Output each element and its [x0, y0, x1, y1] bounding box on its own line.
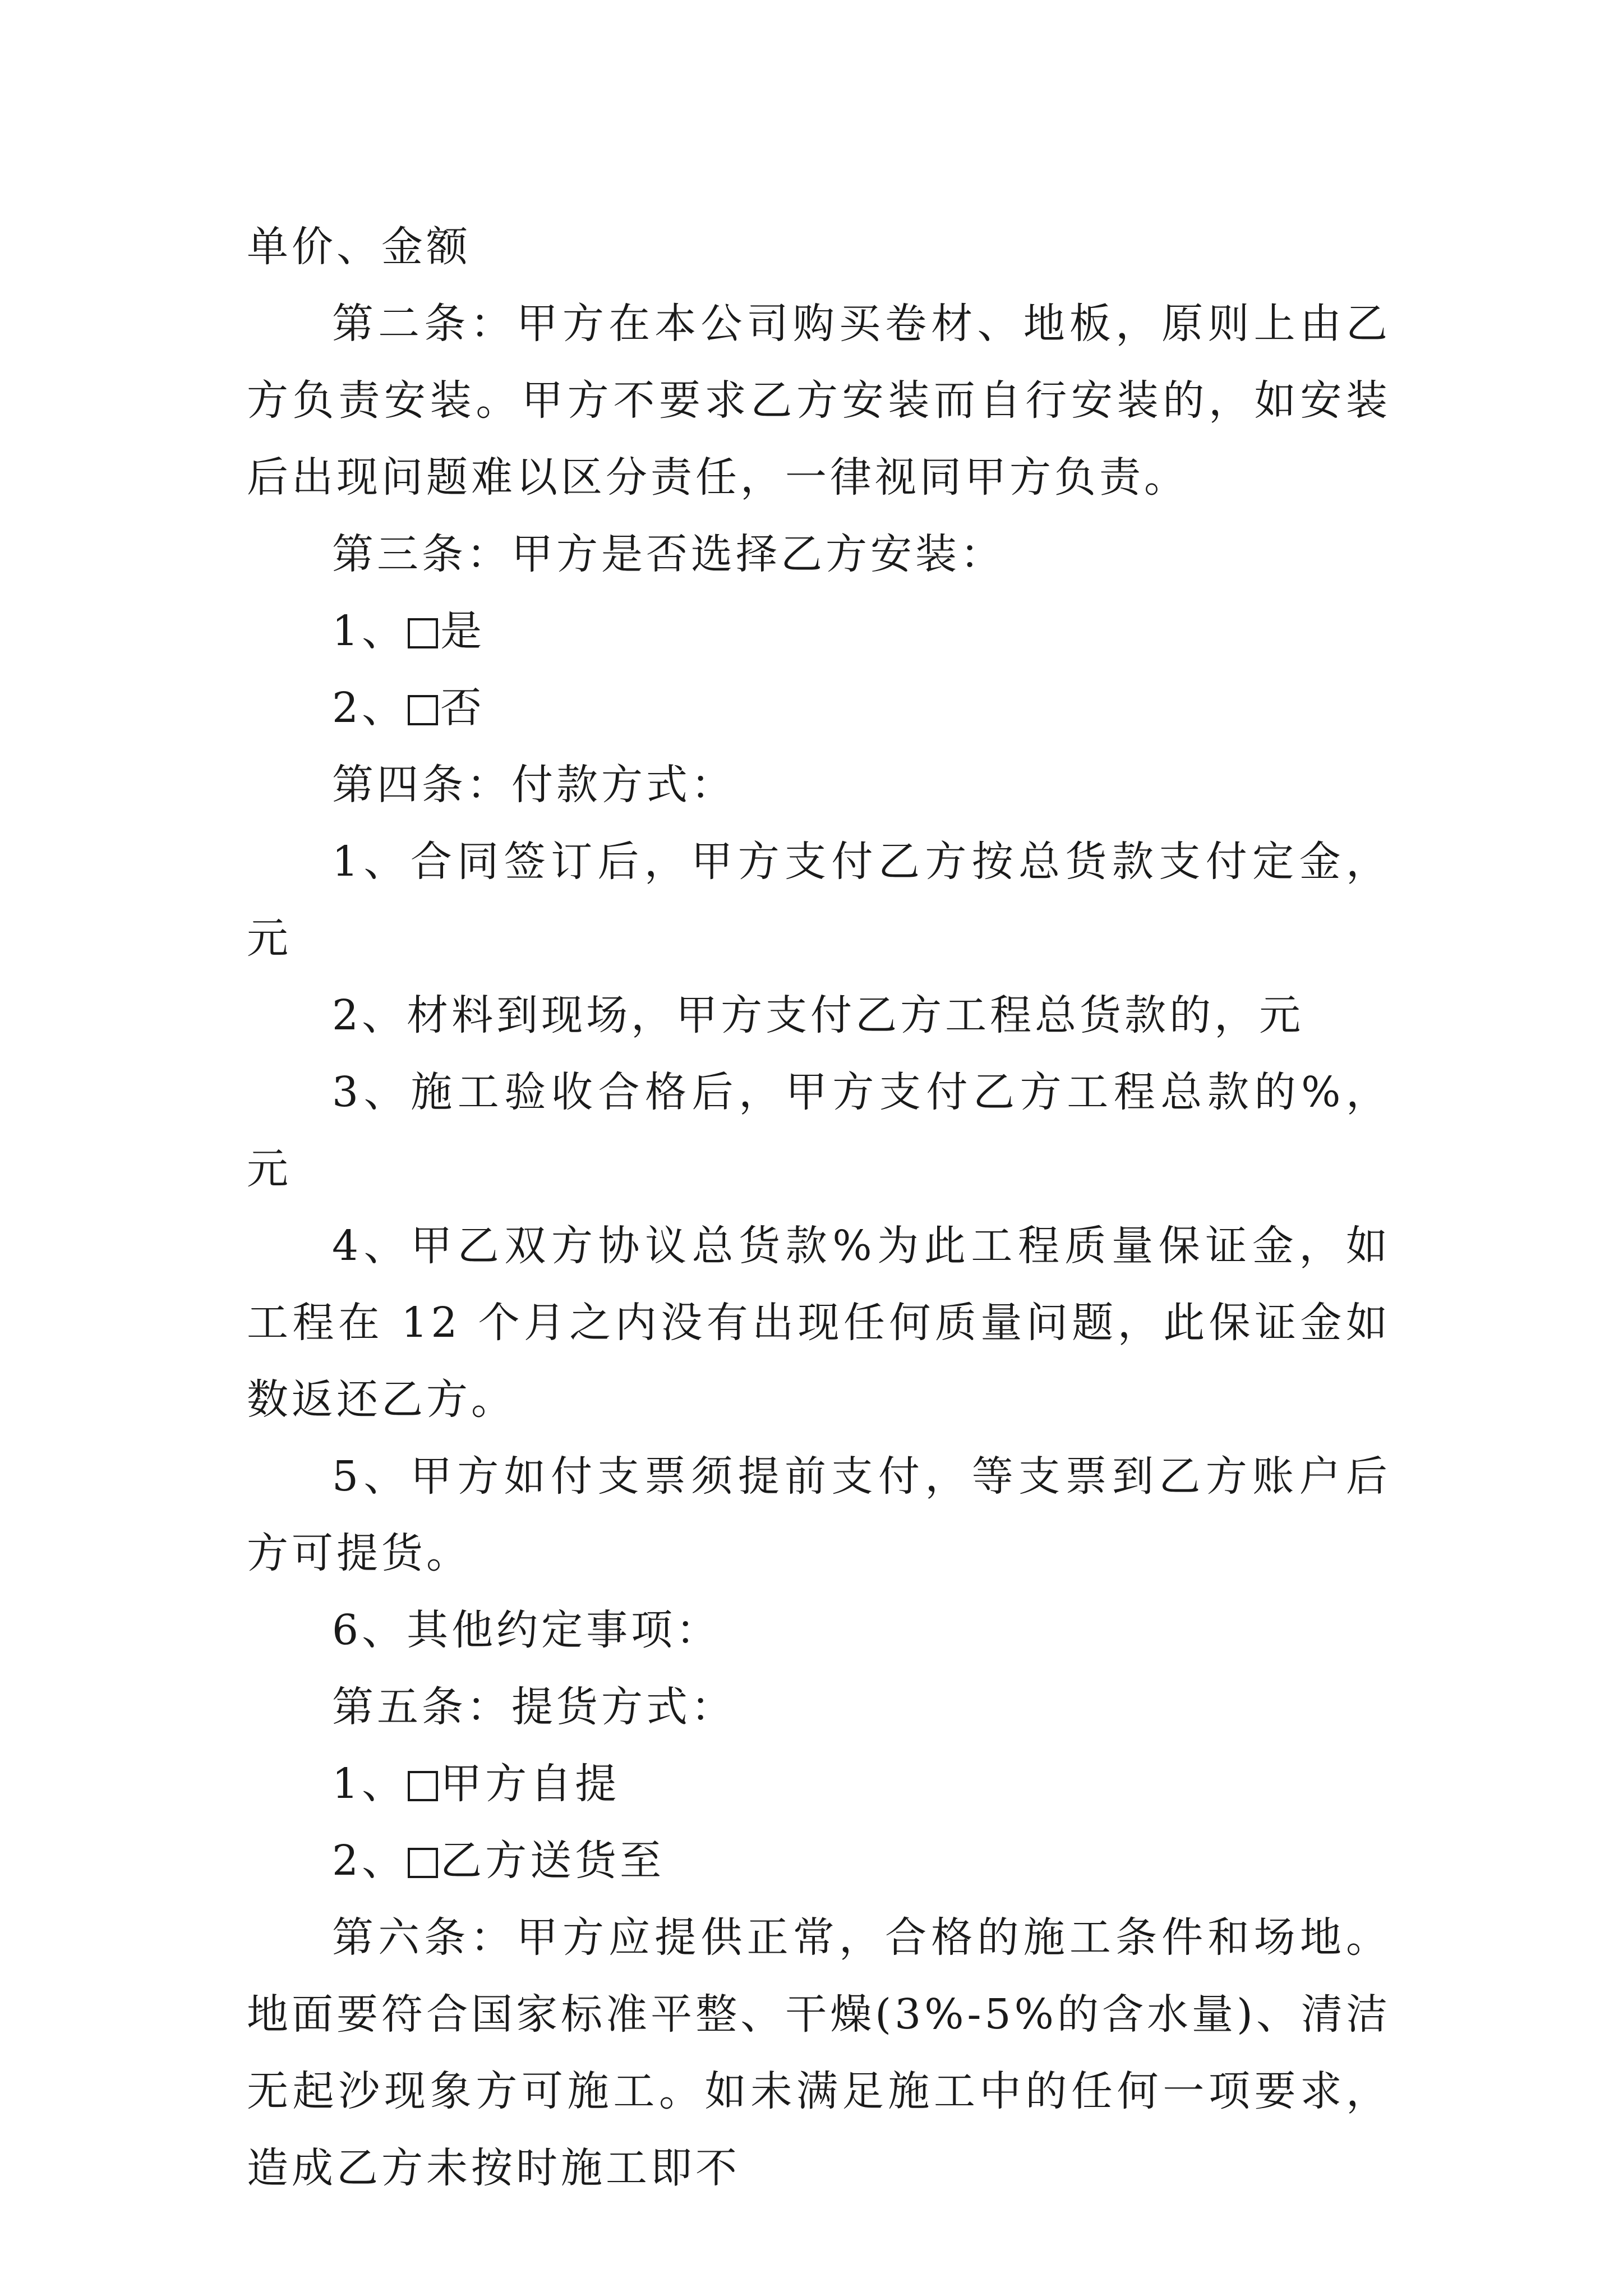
- option-delivery: [247, 1823, 1391, 1899]
- checkbox-no[interactable]: [408, 695, 438, 725]
- document-body: [247, 209, 1391, 2207]
- payment-item-6: 6、其他约定事项：: [332, 1606, 721, 1654]
- payment-item-3: 3、施工验收合格后，甲方支付乙方工程总款的%，元: [247, 1068, 1391, 1193]
- article-2-installation-responsibility: 第二条：甲方在本公司购买卷材、地板，原则上由乙方负责安装。甲方不要求乙方安装而自行安装的，如安装后出现问题难以区分责任，一律视同甲方负责。: [247, 300, 1391, 501]
- option-label: 否: [440, 684, 486, 732]
- article-5-heading: 第五条：提货方式：: [332, 1683, 736, 1731]
- option-number: 2、: [332, 684, 407, 732]
- option-number: 2、: [332, 1837, 407, 1885]
- option-install-no: [247, 670, 1391, 747]
- option-number: 1、: [332, 607, 407, 655]
- checkbox-yes[interactable]: [408, 618, 438, 648]
- paragraph-unit-price: 单价、金额: [247, 223, 471, 271]
- checkbox-self-pickup[interactable]: [408, 1771, 438, 1801]
- option-number: 1、: [332, 1760, 407, 1808]
- article-6-site-conditions: 第六条：甲方应提供正常，合格的施工条件和场地。地面要符合国家标准平整、干燥(3%-5%的含水量)、清洁无起沙现象方可施工。如未满足施工中的任何一项要求，造成乙方未按时施工即不: [247, 1913, 1391, 2192]
- payment-item-1: 1、合同签订后，甲方支付乙方按总货款支付定金，元: [247, 838, 1391, 963]
- checkbox-delivery[interactable]: [408, 1848, 438, 1878]
- option-label: 是: [440, 607, 486, 655]
- article-4-heading: 第四条：付款方式：: [332, 761, 736, 809]
- option-label: 乙方送货至: [440, 1837, 665, 1885]
- article-3-heading: 第三条：甲方是否选择乙方安装：: [332, 530, 1005, 578]
- option-install-yes: [247, 593, 1391, 670]
- payment-item-5: 5、甲方如付支票须提前支付，等支票到乙方账户后方可提货。: [247, 1452, 1391, 1577]
- option-label: 甲方自提: [440, 1760, 620, 1808]
- payment-item-2: 2、材料到现场，甲方支付乙方工程总货款的，元: [332, 991, 1304, 1039]
- option-self-pickup: [247, 1746, 1391, 1823]
- payment-item-4: 4、甲乙双方协议总货款%为此工程质量保证金，如工程在 12 个月之内没有出现任何质量问题，此保证金如数返还乙方。: [247, 1222, 1391, 1424]
